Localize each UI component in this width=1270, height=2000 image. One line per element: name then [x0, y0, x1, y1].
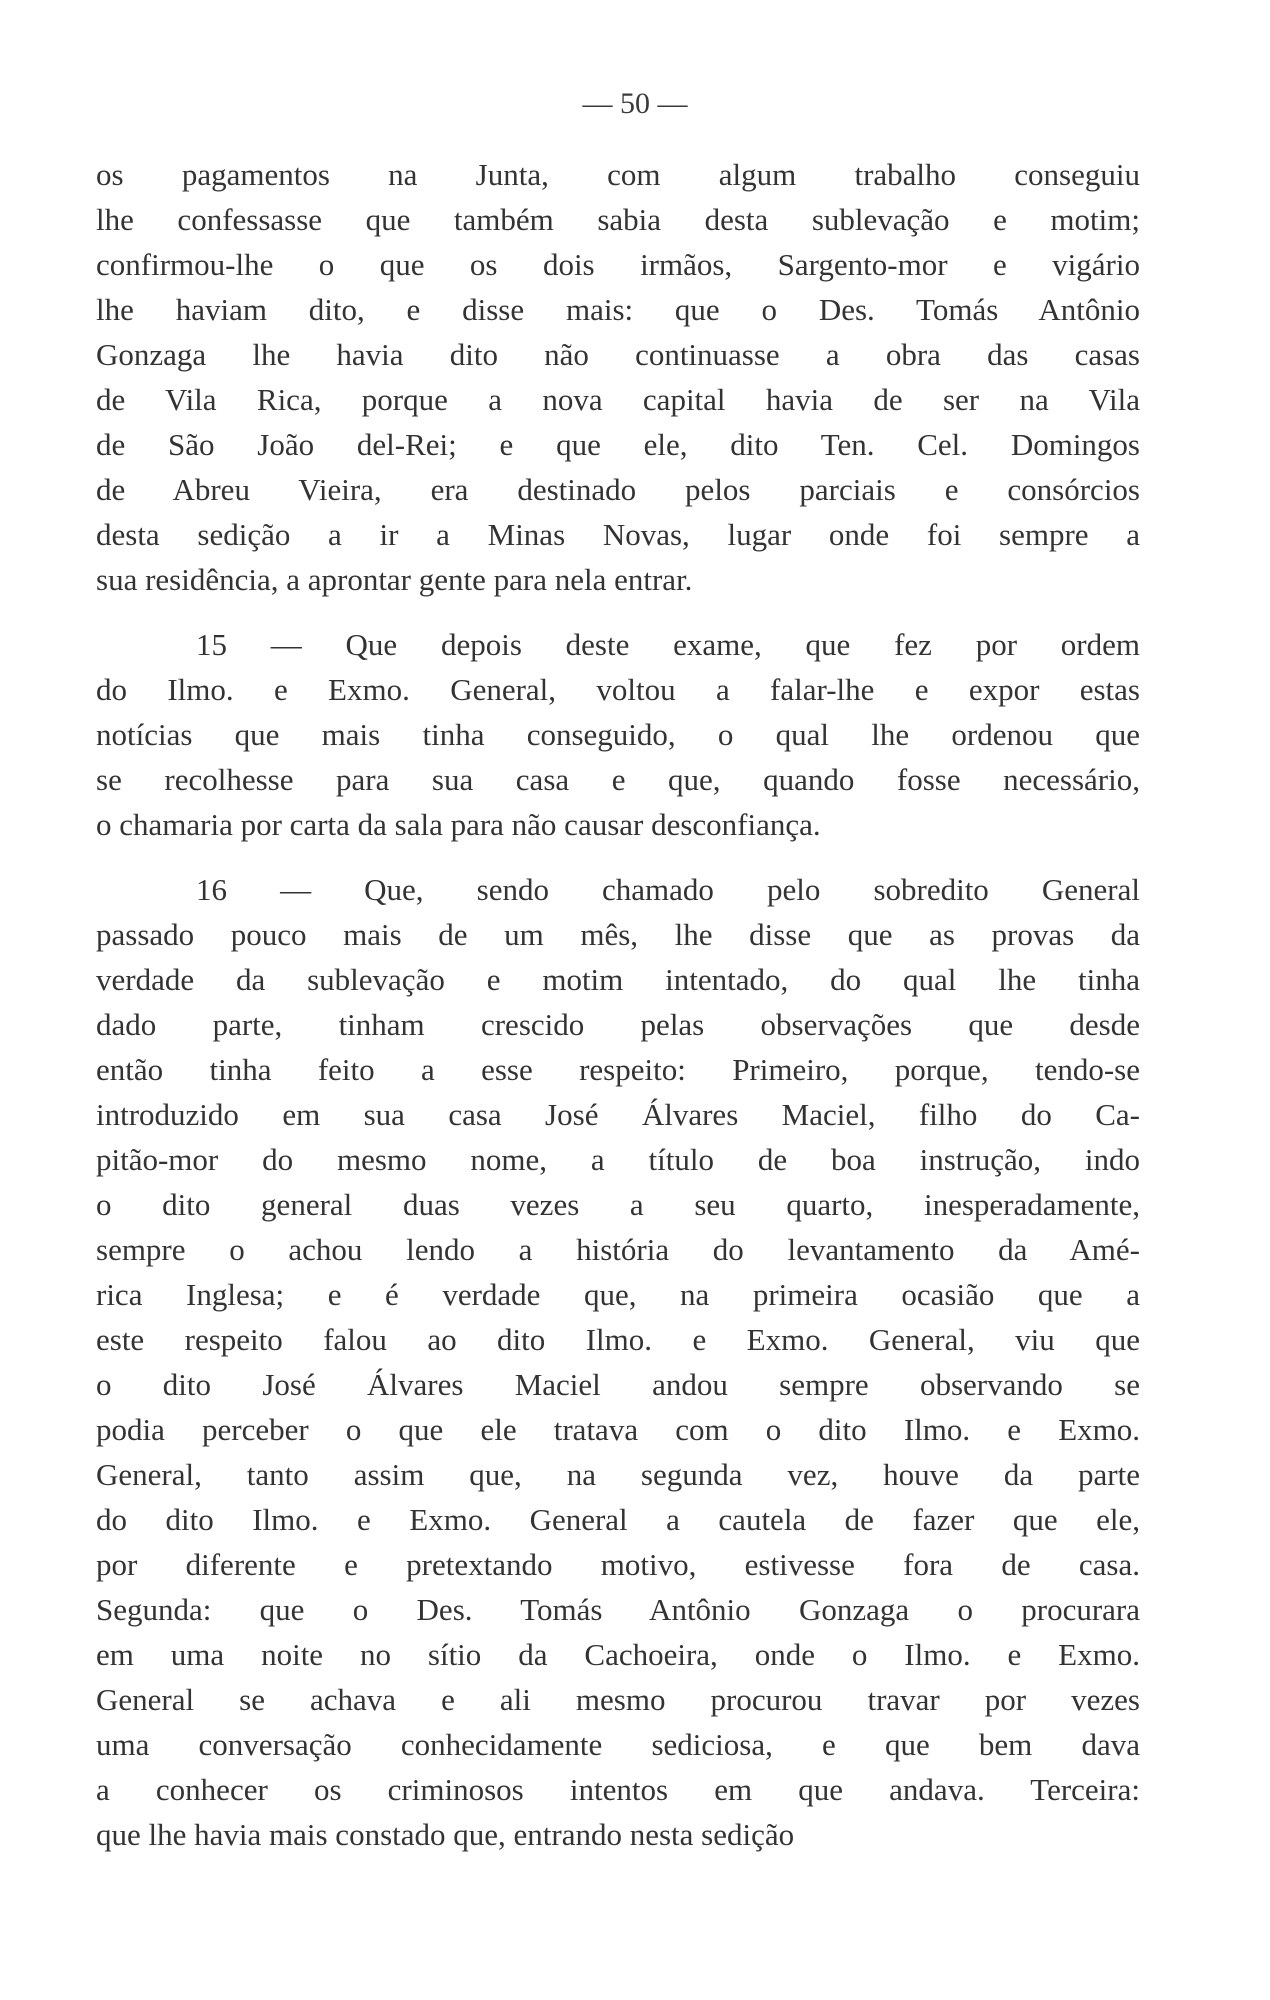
text-line: se recolhesse para sua casa e que, quando fosse necessário, — [96, 762, 1140, 797]
text-line: notícias que mais tinha conseguido, o qual lhe ordenou que — [96, 717, 1140, 752]
text-line: pitão-mor do mesmo nome, a título de boa instrução, indo — [96, 1142, 1140, 1177]
text-line: Gonzaga lhe havia dito não continuasse a obra das casas — [96, 337, 1140, 372]
text-line: dado parte, tinham crescido pelas observações que desde — [96, 1007, 1140, 1042]
text-line: sua residência, a aprontar gente para nela entrar. — [96, 562, 693, 597]
text-line: então tinha feito a esse respeito: Primeiro, porque, tendo-se — [96, 1052, 1140, 1087]
text-line: Segunda: que o Des. Tomás Antônio Gonzaga o procurara — [96, 1592, 1140, 1627]
text-line: o dito general duas vezes a seu quarto, inesperadamente, — [96, 1187, 1140, 1222]
text-line: os pagamentos na Junta, com algum trabalho conseguiu — [96, 157, 1140, 192]
text-line: lhe haviam dito, e disse mais: que o Des. Tomás Antônio — [96, 292, 1140, 327]
text-line: o dito José Álvares Maciel andou sempre observando se — [96, 1367, 1140, 1402]
paragraph — [96, 867, 1140, 1857]
text-line: verdade da sublevação e motim intentado, do qual lhe tinha — [96, 962, 1140, 997]
body-text — [96, 152, 1140, 1857]
text-line: de São João del-Rei; e que ele, dito Ten. Cel. Domingos — [96, 427, 1140, 462]
text-line: desta sedição a ir a Minas Novas, lugar onde foi sempre a — [96, 517, 1140, 552]
text-line: do Ilmo. e Exmo. General, voltou a falar-lhe e expor estas — [96, 672, 1140, 707]
text-line: a conhecer os criminosos intentos em que andava. Terceira: — [96, 1772, 1140, 1807]
text-line: uma conversação conhecidamente sediciosa, e que bem dava — [96, 1727, 1140, 1762]
paragraph — [96, 622, 1140, 847]
text-line: passado pouco mais de um mês, lhe disse que as provas da — [96, 917, 1140, 952]
text-line: este respeito falou ao dito Ilmo. e Exmo. General, viu que — [96, 1322, 1140, 1357]
text-line: de Abreu Vieira, era destinado pelos parciais e consórcios — [96, 472, 1140, 507]
text-line: confirmou-lhe o que os dois irmãos, Sargento-mor e vigário — [96, 247, 1140, 282]
text-line: rica Inglesa; e é verdade que, na primeira ocasião que a — [96, 1277, 1140, 1312]
text-line: lhe confessasse que também sabia desta sublevação e motim; — [96, 202, 1140, 237]
text-line: de Vila Rica, porque a nova capital havia de ser na Vila — [96, 382, 1140, 417]
text-line: o chamaria por carta da sala para não causar desconfiança. — [96, 807, 821, 842]
text-line: General, tanto assim que, na segunda vez, houve da parte — [96, 1457, 1140, 1492]
text-line: General se achava e ali mesmo procurou travar por vezes — [96, 1682, 1140, 1717]
text-line: por diferente e pretextando motivo, estivesse fora de casa. — [96, 1547, 1140, 1582]
text-line: que lhe havia mais constado que, entrando nesta sedição — [96, 1817, 795, 1852]
text-line: podia perceber o que ele tratava com o dito Ilmo. e Exmo. — [96, 1412, 1140, 1447]
text-line: sempre o achou lendo a história do levantamento da Amé- — [96, 1232, 1140, 1267]
text-line: em uma noite no sítio da Cachoeira, onde o Ilmo. e Exmo. — [96, 1637, 1140, 1672]
text-line: do dito Ilmo. e Exmo. General a cautela de fazer que ele, — [96, 1502, 1140, 1537]
paragraph — [96, 152, 1140, 602]
text-line: 15 — Que depois deste exame, que fez por ordem — [196, 627, 1140, 662]
text-line: introduzido em sua casa José Álvares Maciel, filho do Ca- — [96, 1097, 1140, 1132]
page-number: — 50 — — [582, 87, 688, 120]
text-line: 16 — Que, sendo chamado pelo sobredito General — [196, 872, 1140, 907]
